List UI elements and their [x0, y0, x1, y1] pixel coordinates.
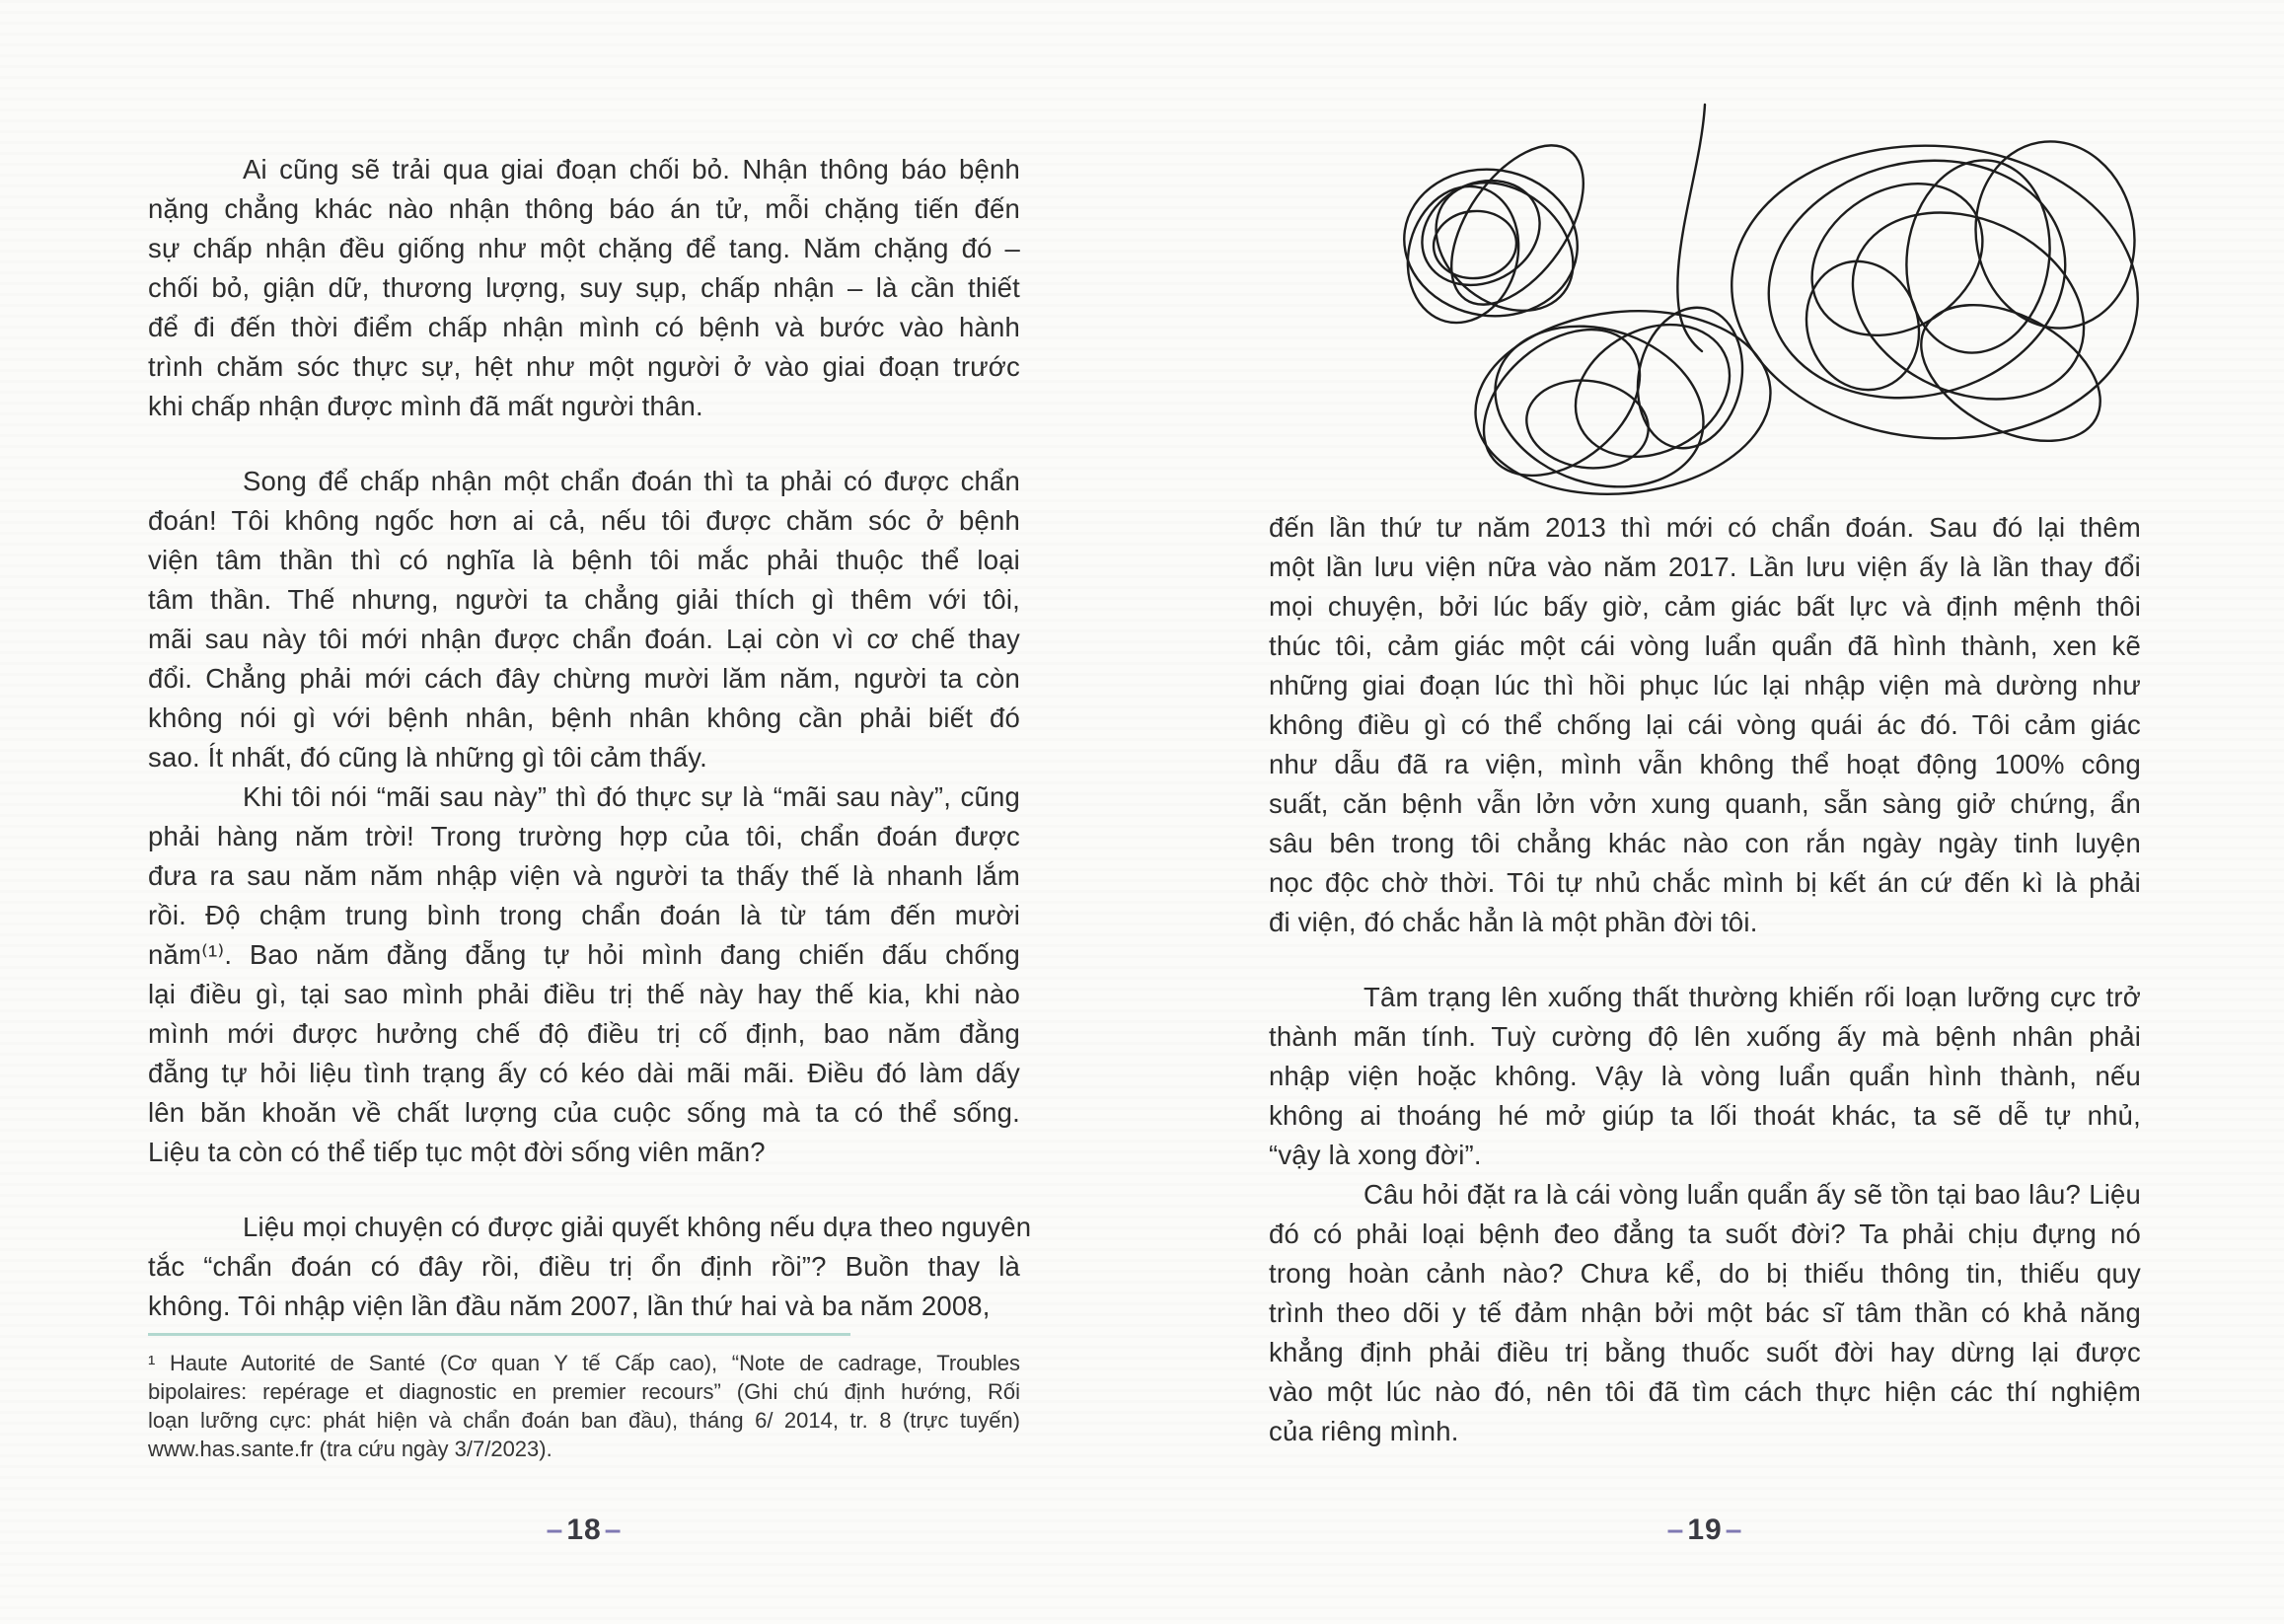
paragraph [1269, 508, 2141, 942]
footnote-line: loạn lưỡng cực: phát hiện và chẩn đoán ban đầu), tháng 6/ 2014, tr. 8 (trực tuyến) [148, 1408, 1020, 1433]
text-line: sự chấp nhận đều giống như một chặng để tang. Năm chặng đó – [148, 233, 1020, 263]
text-line: Câu hỏi đặt ra là cái vòng luẩn quẩn ấy sẽ tồn tại bao lâu? Liệu [1363, 1179, 2141, 1210]
text-line: thúc tôi, cảm giác một cái vòng luẩn quẩn đã hình thành, xen kẽ [1269, 630, 2141, 661]
text-line: mọi chuyện, bởi lúc bấy giờ, cảm giác bất lực và định mệnh thôi [1269, 591, 2141, 622]
text-line: rồi. Độ chậm trung bình trong chẩn đoán là từ tám đến mười [148, 900, 1020, 930]
paragraph [148, 1208, 1032, 1326]
text-line: không điều gì có thể chống lại cái vòng quái ác đó. Tôi cảm giác [1269, 709, 2141, 740]
right-page-text [1269, 508, 2141, 1451]
paragraph [1269, 1175, 2141, 1451]
footnote-separator [148, 1333, 850, 1336]
footnote [148, 1333, 1020, 1463]
text-line: tâm thần. Thế nhưng, người ta chẳng giải thích gì thêm với tôi, [148, 584, 1020, 615]
text-line: những giai đoạn lúc thì hồi phục lúc lại nhập viện mà dường như [1269, 670, 2141, 701]
scribble-drawing [1364, 77, 2160, 523]
paragraph [148, 777, 1020, 1172]
text-line: đến lần thứ tư năm 2013 thì mới có chẩn đoán. Sau đó lại thêm [1269, 512, 2141, 543]
text-line: để đi đến thời điểm chấp nhận mình có bệnh và bước vào hành [148, 312, 1020, 342]
text-line: đưa ra sau năm năm nhập viện và người ta thấy thế là nhanh lắm [148, 860, 1020, 891]
page-number-value: 18 [566, 1513, 602, 1546]
text-line: “vậy là xong đời”. [1269, 1140, 1482, 1170]
paragraph [1269, 978, 2141, 1175]
text-line: như dẫu đã ra viện, mình vẫn không thể hoạt động 100% công [1269, 749, 2141, 779]
text-line: sâu bên trong tôi chẳng khác nào con rắn ngày ngày tinh luyện [1269, 828, 2141, 858]
text-line: khi chấp nhận được mình đã mất người thân. [148, 391, 703, 421]
text-line: đổi. Chẳng phải mới cách đây chừng mười lăm năm, người ta còn [148, 663, 1020, 694]
left-page-text [148, 150, 1032, 1326]
text-line: đi viện, đó chắc hẳn là một phần đời tôi. [1269, 907, 1758, 937]
footnote-text [148, 1349, 1020, 1463]
text-line: Liệu ta còn có thể tiếp tục một đời sống viên mãn? [148, 1137, 766, 1167]
page-number-right [1269, 1513, 2141, 1547]
paragraph [148, 150, 1020, 426]
text-line: tắc “chẩn đoán có đây rồi, điều trị ổn định rồi”? Buồn thay là [148, 1251, 1020, 1282]
text-line: năm⁽¹⁾. Bao năm đằng đẵng tự hỏi mình đang chiến đấu chống [148, 939, 1020, 970]
text-line: không nói gì với bệnh nhân, bệnh nhân không cần phải biết đó [148, 702, 1020, 733]
page-number-value: 19 [1687, 1513, 1723, 1546]
text-line: đó có phải loại bệnh đeo đẳng ta suốt đời? Ta phải chịu đựng nó [1269, 1218, 2141, 1249]
footnote-line: www.has.sante.fr (tra cứu ngày 3/7/2023). [148, 1437, 553, 1461]
paragraph [148, 462, 1020, 777]
footnote-line: ¹ Haute Autorité de Santé (Cơ quan Y tế Cấp cao), “Note de cadrage, Troubles [148, 1351, 1020, 1375]
page-number-dash: – [1725, 1513, 1743, 1546]
text-line: một lần lưu viện nữa vào năm 2017. Lần lưu viện ấy là lần thay đổi [1269, 552, 2141, 582]
text-line: nặng chẳng khác nào nhận thông báo án tử, mỗi chặng tiến đến [148, 193, 1020, 224]
text-line: Liệu mọi chuyện có được giải quyết không nếu dựa theo nguyên [243, 1212, 1032, 1242]
text-line: chối bỏ, giận dữ, thương lượng, suy sụp, chấp nhận – là cần thiết [148, 272, 1020, 303]
text-line: mình mới được hưởng chế độ điều trị cố định, bao năm đằng [148, 1018, 1020, 1049]
text-line: nọc độc chờ thời. Tôi tự nhủ chắc mình bị kết án cứ đến kì là phải [1269, 867, 2141, 898]
text-line: Song để chấp nhận một chẩn đoán thì ta phải có được chẩn [243, 466, 1020, 496]
text-line: sao. Ít nhất, đó cũng là những gì tôi cảm thấy. [148, 742, 707, 773]
text-line: không. Tôi nhập viện lần đầu năm 2007, lần thứ hai và ba năm 2008, [148, 1291, 991, 1321]
text-line: trình theo dõi y tế đảm nhận bởi một bác sĩ tâm thần có khả năng [1269, 1297, 2141, 1328]
text-line: mãi sau này tôi mới nhận được chẩn đoán. Lại còn vì cơ chế thay [148, 624, 1020, 654]
text-line: lên băn khoăn về chất lượng của cuộc sống mà ta có thể sống. [148, 1097, 1020, 1128]
text-line: không ai thoáng hé mở giúp ta lối thoát khác, ta sẽ dễ tự nhủ, [1269, 1100, 2141, 1131]
text-line: đoán! Tôi không ngốc hơn ai cả, nếu tôi được chăm sóc ở bệnh [148, 505, 1020, 536]
text-line: đẵng tự hỏi liệu tình trạng ấy có kéo dài mãi mãi. Điều đó làm dấy [148, 1058, 1020, 1088]
text-line: phải hàng năm trời! Trong trường hợp của tôi, chẩn đoán được [148, 821, 1020, 851]
page-number-dash: – [604, 1513, 623, 1546]
page-number-dash: – [546, 1513, 564, 1546]
text-line: nhập viện hoặc không. Vậy là vòng luẩn quẩn hình thành, nếu [1269, 1061, 2141, 1091]
text-line: trong hoàn cảnh nào? Chưa kể, do bị thiếu thông tin, thiếu quy [1269, 1258, 2141, 1289]
text-line: trình chăm sóc thực sự, hệt như một người ở vào giai đoạn trước [148, 351, 1020, 382]
text-line: lại điều gì, tại sao mình phải điều trị thế này hay thế kia, khi nào [148, 979, 1020, 1009]
page-number-dash: – [1666, 1513, 1685, 1546]
page-number-left [148, 1513, 1020, 1547]
text-line: thành mãn tính. Tuỳ cường độ lên xuống ấy mà bệnh nhân phải [1269, 1021, 2141, 1052]
text-line: khẳng định phải điều trị bằng thuốc suốt đời hay dừng lại được [1269, 1337, 2141, 1367]
footnote-line: bipolaires: repérage et diagnostic en premier recours” (Ghi chú định hướng, Rối [148, 1379, 1020, 1404]
text-line: vào một lúc nào đó, nên tôi đã tìm cách thực hiện các thí nghiệm [1269, 1376, 2141, 1407]
text-line: viện tâm thần thì có nghĩa là bệnh tôi mắc phải thuộc thể loại [148, 545, 1020, 575]
text-line: suất, căn bệnh vẫn lởn vởn xung quanh, sẵn sàng giở chứng, ẩn [1269, 788, 2141, 819]
text-line: Tâm trạng lên xuống thất thường khiến rối loạn lưỡng cực trở [1363, 982, 2141, 1012]
text-line: của riêng mình. [1269, 1416, 1459, 1446]
text-line: Ai cũng sẽ trải qua giai đoạn chối bỏ. Nhận thông báo bệnh [243, 154, 1020, 185]
text-line: Khi tôi nói “mãi sau này” thì đó thực sự là “mãi sau này”, cũng [243, 781, 1020, 812]
